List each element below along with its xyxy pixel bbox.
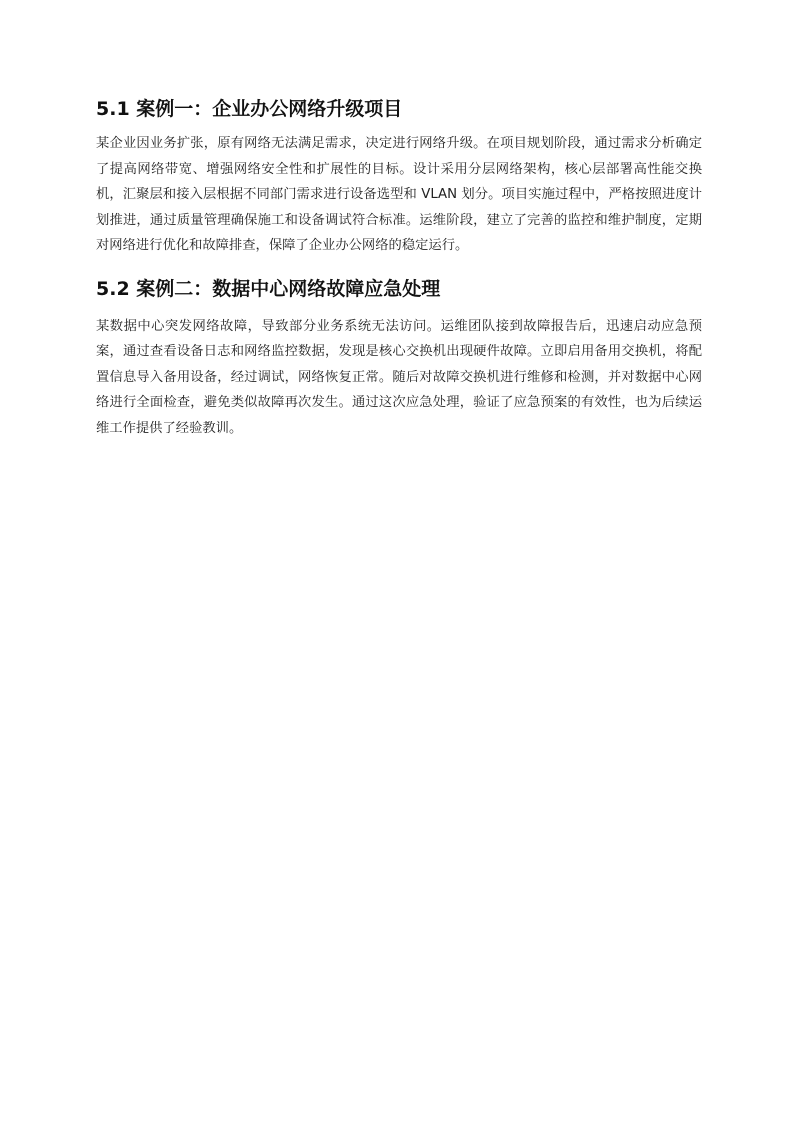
- section-heading-5-2: 5.2 案例二：数据中心网络故障应急处理: [96, 277, 441, 300]
- section-heading-5-1: 5.1 案例一：企业办公网络升级项目: [96, 98, 403, 120]
- document-page: [96, 94, 702, 441]
- section-paragraph-5-1: 某企业因业务扩张，原有网络无法满足需求，决定进行网络升级。在项目规划阶段，通过需求分析确定了提高网络带宽、增强网络安全性和扩展性的目标。设计采用分层网络架构，核心层部署高性能交换机，汇聚层和接入层根据不同部门需求进行设备选型和 VLAN 划分。项目实施过程中，严格按照进度计划推进，通过质量管理确保施工和设备调试符合标准。运维阶段，建立了完善的监控和维护制度，定期对网络进行优化和故障排查，保障了企业办公网络的稳定运行。: [96, 136, 702, 253]
- section-paragraph-5-2: 某数据中心突发网络故障，导致部分业务系统无法访问。运维团队接到故障报告后，迅速启动应急预案，通过查看设备日志和网络监控数据，发现是核心交换机出现硬件故障。立即启用备用交换机，将配置信息导入备用设备，经过调试，网络恢复正常。随后对故障交换机进行维修和检测，并对数据中心网络进行全面检查，避免类似故障再次发生。通过这次应急处理，验证了应急预案的有效性，也为后续运维工作提供了经验教训。: [96, 318, 702, 436]
